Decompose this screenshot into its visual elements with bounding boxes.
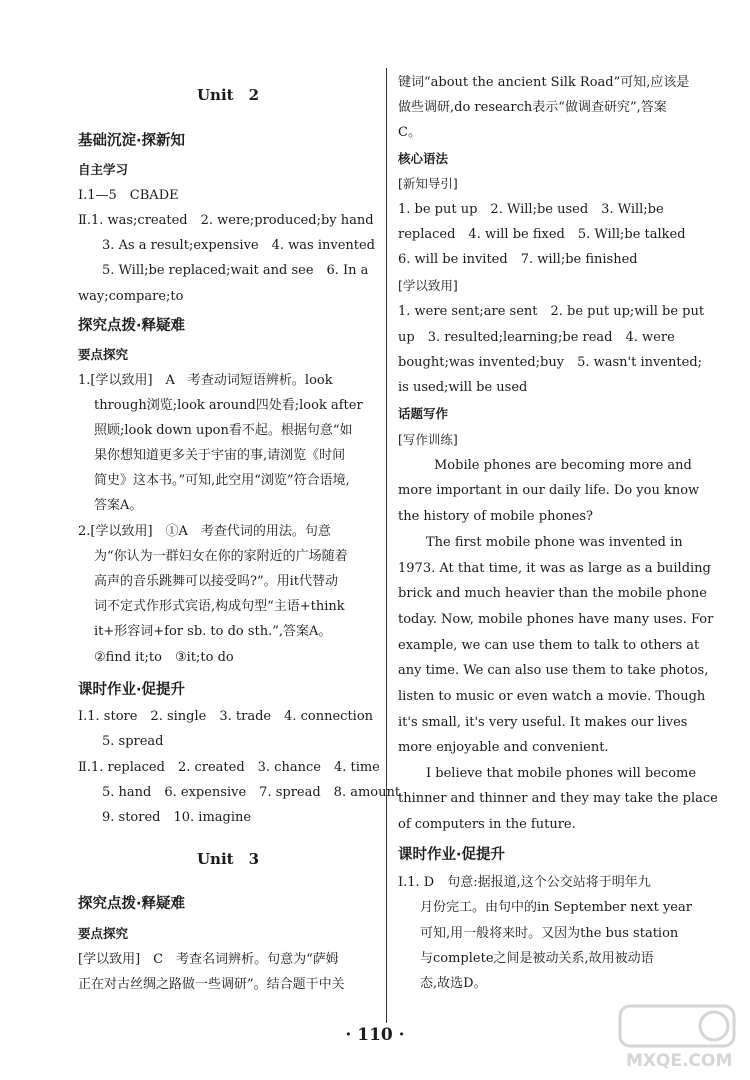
answer-line: Ⅰ.1—5 CBADE — [78, 188, 179, 203]
essay-line: more important in our daily life. Do you know — [398, 483, 700, 498]
explanation-line: 果你想知道更多关于宇宙的事,请浏览《时间 — [94, 448, 346, 463]
answer-line: is used;will be used — [398, 380, 528, 395]
answer-line: 1. were sent;are sent 2. be put up;will be put — [398, 304, 705, 319]
explanation-line: 做些调研,do research表示“做调查研究”,答案 — [398, 100, 667, 115]
essay-line: the history of mobile phones? — [398, 509, 593, 524]
section-title: 课时作业·促提升 — [398, 847, 506, 863]
explanation-line: 高声的音乐跳舞可以接受吗?”。用it代替动 — [94, 574, 338, 589]
answer-line: 5. spread — [102, 734, 164, 749]
essay-line: Mobile phones are becoming more and — [434, 458, 692, 473]
explanation-line: 正在对古丝绸之路做一些调研”。结合题干中关 — [78, 977, 345, 992]
box-label: [写作训练] — [398, 432, 458, 447]
section-title: 基础沉淀·探新知 — [78, 133, 186, 149]
answer-line: 1. be put up 2. Will;be used 3. Will;be — [398, 202, 664, 217]
subsection-title: 自主学习 — [78, 162, 129, 177]
essay-line: The first mobile phone was invented in — [426, 535, 683, 550]
essay-line: I believe that mobile phones will become — [426, 766, 697, 781]
unit2-title: Unit 2 — [196, 86, 260, 104]
svg-text:MXQE.COM: MXQE.COM — [626, 1051, 733, 1071]
explanation-line: 1.[学以致用] A 考查动词短语辨析。look — [78, 373, 333, 388]
explanation-line: Ⅰ.1. D 句意:据报道,这个公交站将于明年九 — [398, 875, 651, 890]
box-label: [新知导引] — [398, 176, 458, 191]
watermark-logo — [618, 1002, 736, 1074]
essay-line: listen to music or even watch a movie. Though — [398, 689, 706, 704]
section-title: 探究点拨·释疑难 — [78, 896, 186, 912]
subsection-title: 要点探究 — [78, 347, 129, 362]
answer-line: Ⅱ.1. was;created 2. were;produced;by hand — [78, 213, 374, 228]
answer-line: 5. Will;be replaced;wait and see 6. In a — [102, 263, 369, 278]
explanation-line: it+形容词+for sb. to do sth.”,答案A。 — [94, 624, 332, 639]
explanation-line: C。 — [398, 125, 421, 140]
box-label: [学以致用] — [398, 278, 458, 293]
answer-line: Ⅰ.1. store 2. single 3. trade 4. connection — [78, 709, 374, 724]
explanation-line: 键词“about the ancient Silk Road”可知,应该是 — [398, 75, 690, 90]
explanation-line: through浏览;look around四处看;look after — [94, 398, 363, 413]
essay-line: of computers in the future. — [398, 817, 576, 832]
answer-line: way;compare;to — [78, 289, 184, 304]
section-title: 课时作业·促提升 — [78, 682, 186, 698]
answer-line: up 3. resulted;learning;be read 4. were — [398, 330, 675, 345]
essay-line: 1973. At that time, it was as large as a building — [398, 561, 711, 576]
explanation-line: 2.[学以致用] ①A 考查代词的用法。句意 — [78, 524, 331, 539]
column-divider — [386, 68, 387, 1023]
essay-line: today. Now, mobile phones have many uses. For — [398, 612, 714, 627]
subsection-title: 要点探究 — [78, 926, 129, 941]
answer-line: replaced 4. will be fixed 5. Will;be talked — [398, 227, 686, 242]
answer-line: 6. will be invited 7. will;be finished — [398, 252, 638, 267]
essay-line: thinner and thinner and they may take the place — [398, 791, 718, 806]
essay-line: it's small, it's very useful. It makes our lives — [398, 715, 688, 730]
subsection-title: 核心语法 — [398, 151, 449, 166]
explanation-line: 词不定式作形式宾语,构成句型“主语+think — [94, 599, 345, 614]
answer-line: Ⅱ.1. replaced 2. created 3. chance 4. time — [78, 760, 380, 775]
explanation-line: 答案A。 — [94, 498, 143, 513]
essay-line: example, we can use them to talk to others at — [398, 638, 700, 653]
answer-line: 5. hand 6. expensive 7. spread 8. amount — [102, 785, 401, 800]
essay-line: more enjoyable and convenient. — [398, 740, 609, 755]
explanation-line: 月份完工。由句中的in September next year — [420, 900, 692, 915]
answer-line: bought;was invented;buy 5. wasn't invented; — [398, 355, 703, 370]
explanation-line: [学以致用] C 考查名词辨析。句意为“萨姆 — [78, 952, 339, 967]
unit3-title: Unit 3 — [196, 850, 260, 868]
essay-line: brick and much heavier than the mobile phone — [398, 586, 707, 601]
explanation-line: 态,故选D。 — [420, 976, 487, 991]
explanation-line: 照顾;look down upon看不起。根据句意“如 — [94, 423, 353, 438]
explanation-line: 为“你认为一群妇女在你的家附近的广场随着 — [94, 549, 348, 564]
answer-line: 3. As a result;expensive 4. was invented — [102, 238, 375, 253]
page-number: · 110 · — [345, 1025, 405, 1045]
subsection-title: 话题写作 — [398, 406, 449, 421]
explanation-line: 可知,用一般将来时。又因为the bus station — [420, 926, 679, 941]
section-title: 探究点拨·释疑难 — [78, 318, 186, 334]
explanation-line: ②find it;to ③it;to do — [94, 650, 234, 665]
answer-line: 9. stored 10. imagine — [102, 810, 252, 825]
essay-line: any time. We can also use them to take photos, — [398, 663, 709, 678]
explanation-line: 与complete之间是被动关系,故用被动语 — [420, 951, 654, 966]
explanation-line: 简史》这本书。”可知,此空用“浏览”符合语境, — [94, 473, 350, 488]
